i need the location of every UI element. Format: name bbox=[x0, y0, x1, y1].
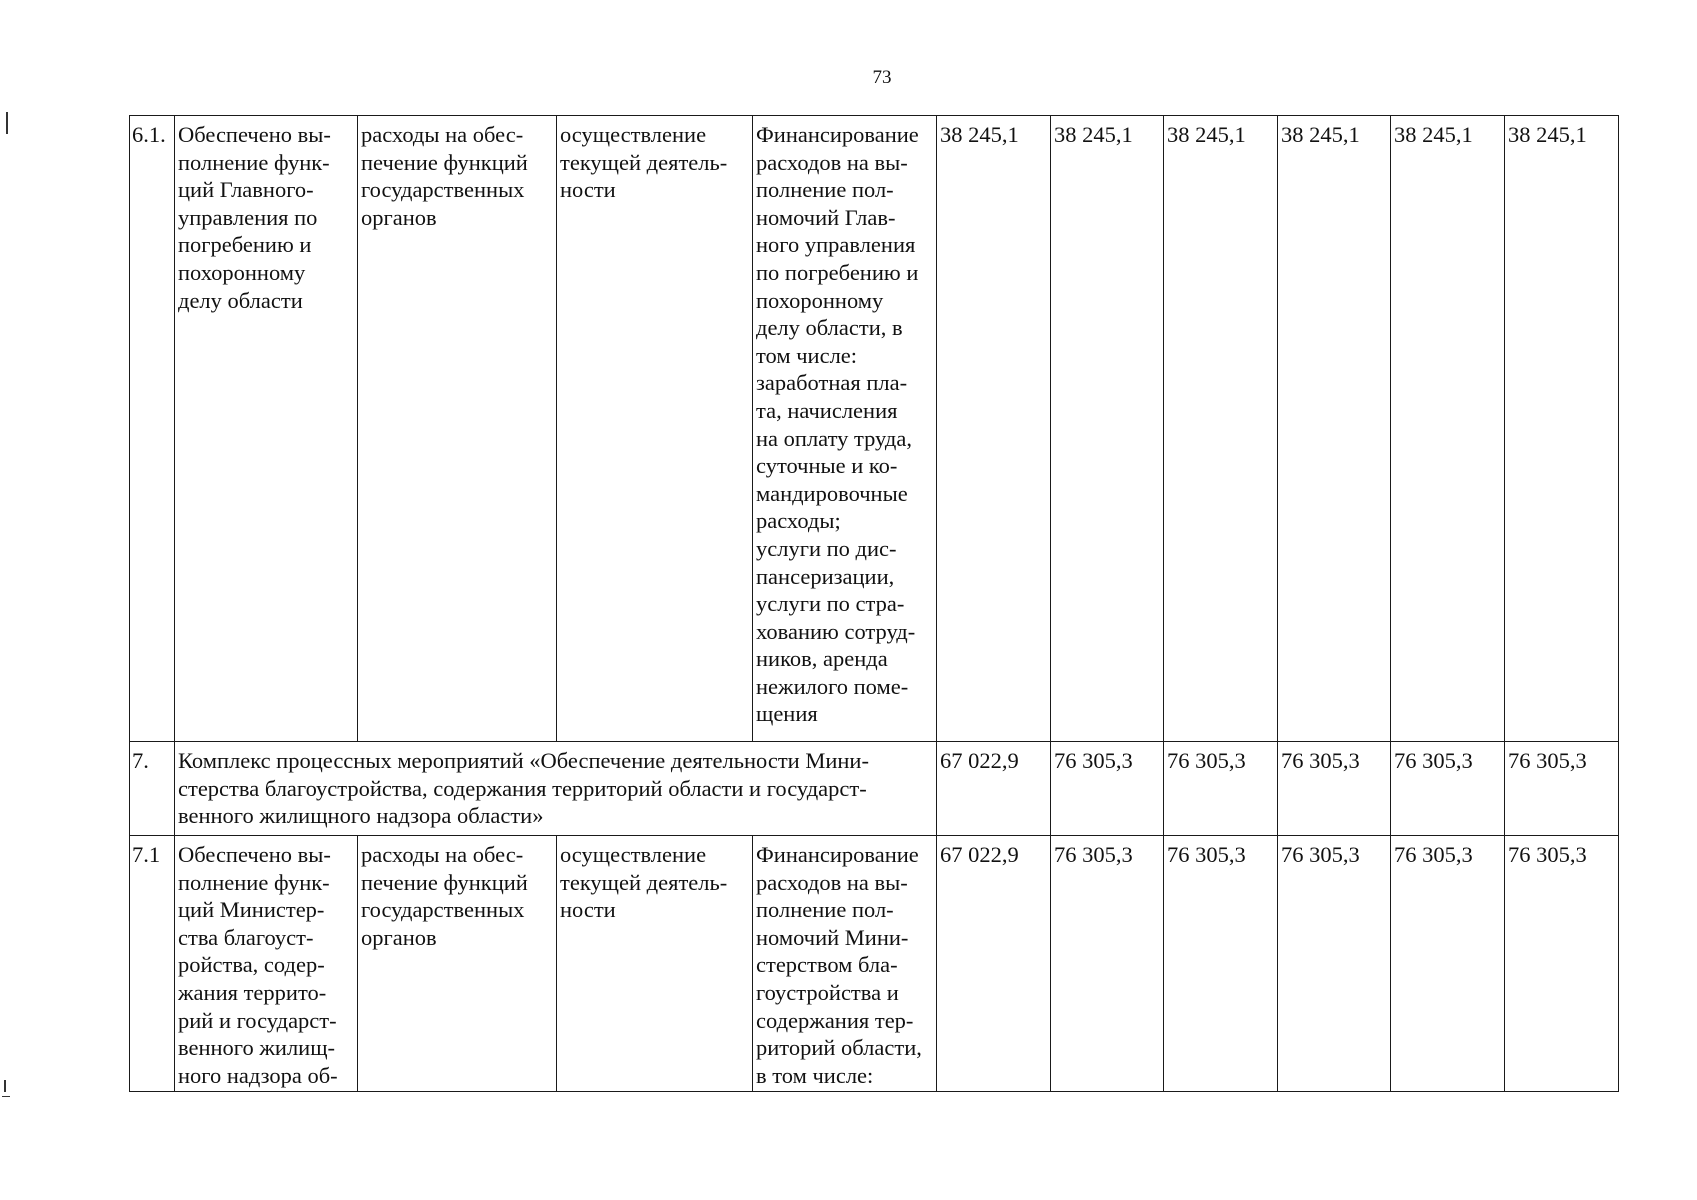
value-cell: 76 305,3 bbox=[1051, 742, 1164, 836]
value-cell: 76 305,3 bbox=[1278, 742, 1391, 836]
value-cell: 38 245,1 bbox=[1505, 116, 1619, 742]
activity-cell: осуществление текущей деятель- ности bbox=[557, 836, 753, 1092]
row-number: 7.1 bbox=[130, 836, 175, 1092]
table-row bbox=[130, 836, 1619, 1092]
value-cell: 76 305,3 bbox=[1391, 836, 1505, 1092]
budget-table bbox=[129, 115, 1619, 1092]
value-cell: 76 305,3 bbox=[1391, 742, 1505, 836]
value-cell: 67 022,9 bbox=[937, 836, 1051, 1092]
financing-cell: Финансирование расходов на вы- полнение пол- номочий Глав- ного управления по погребению и похоронному делу области, в том числе: заработная пла- та, начисления на оплату труда, суточные и ко- мандировочные расходы; услуги по дис- пансеризации, услуги по стра- хованию сотруд- ников, аренда нежилого поме- щения bbox=[753, 116, 937, 742]
page-number: 73 bbox=[872, 67, 892, 88]
result-cell: Обеспечено вы- полнение функ- ций Министер- ства благоуст- ройства, содер- жания террито- рий и государст- венного жилищ- ного надзора об- bbox=[175, 836, 358, 1092]
value-cell: 76 305,3 bbox=[1505, 742, 1619, 836]
financing-cell: Финансирование расходов на вы- полнение пол- номочий Мини- стерством бла- гоустройства и содержания тер- риторий области, в том числе: bbox=[753, 836, 937, 1092]
value-cell: 38 245,1 bbox=[1051, 116, 1164, 742]
value-cell: 76 305,3 bbox=[1164, 836, 1278, 1092]
program-title-cell: Комплекс процессных мероприятий «Обеспечение деятельности Мини- стерства благоустройства, содержания территорий области и государст- венного жилищного надзора области» bbox=[175, 742, 937, 836]
value-cell: 76 305,3 bbox=[1164, 742, 1278, 836]
scan-mark bbox=[6, 112, 8, 134]
value-cell: 76 305,3 bbox=[1051, 836, 1164, 1092]
scan-mark bbox=[2, 1096, 10, 1097]
row-number: 6.1. bbox=[130, 116, 175, 742]
table-row bbox=[130, 116, 1619, 742]
value-cell: 76 305,3 bbox=[1505, 836, 1619, 1092]
activity-cell: осуществление текущей деятель- ности bbox=[557, 116, 753, 742]
value-cell: 38 245,1 bbox=[1391, 116, 1505, 742]
value-cell: 76 305,3 bbox=[1278, 836, 1391, 1092]
table-row bbox=[130, 742, 1619, 836]
row-number: 7. bbox=[130, 742, 175, 836]
value-cell: 38 245,1 bbox=[1164, 116, 1278, 742]
expense-type-cell: расходы на обес- печение функций государственных органов bbox=[358, 116, 557, 742]
value-cell: 38 245,1 bbox=[1278, 116, 1391, 742]
value-cell: 67 022,9 bbox=[937, 742, 1051, 836]
result-cell: Обеспечено вы- полнение функ- ций Главного- управления по погребению и похоронному делу области bbox=[175, 116, 358, 742]
expense-type-cell: расходы на обес- печение функций государственных органов bbox=[358, 836, 557, 1092]
value-cell: 38 245,1 bbox=[937, 116, 1051, 742]
scan-mark bbox=[4, 1080, 6, 1092]
